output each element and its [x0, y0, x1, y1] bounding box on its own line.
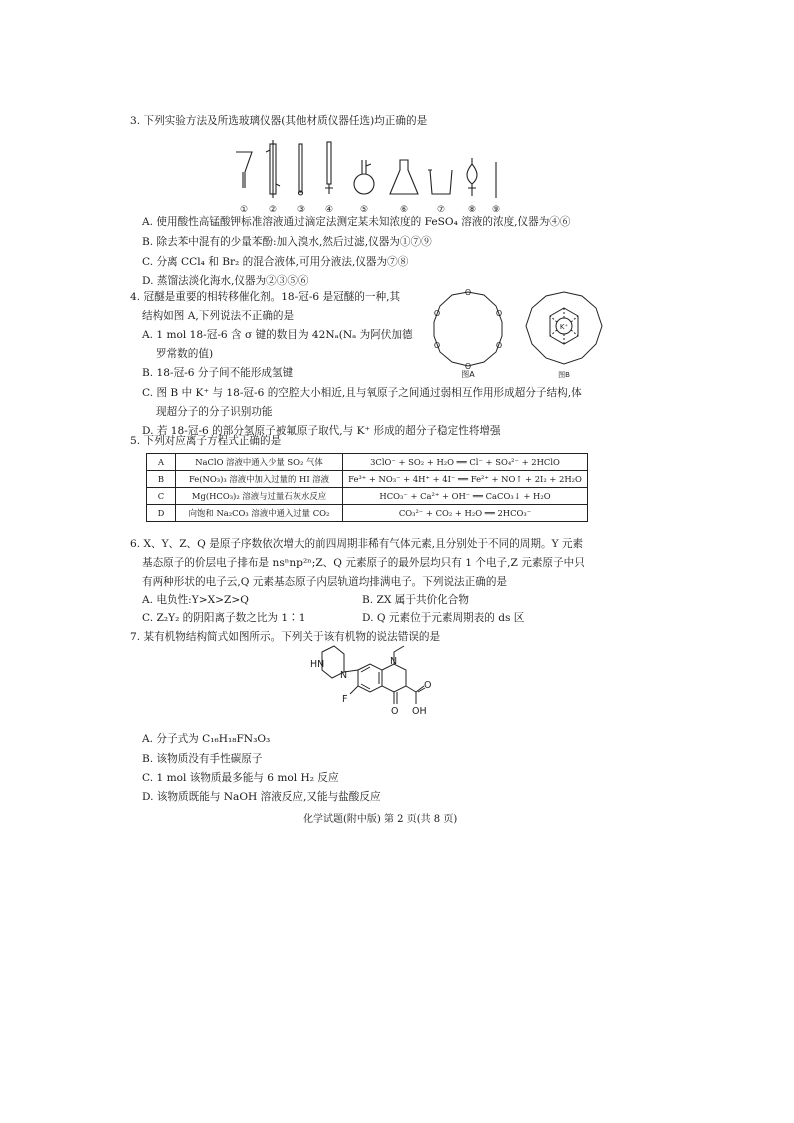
funnel-icon: [236, 152, 252, 188]
crown-ether-figure-a: [424, 286, 512, 378]
text-label: 3ClO⁻ + SO₂ + H₂O ══ Cl⁻ + SO₄²⁻ + 2HClO: [343, 454, 588, 471]
condenser-icon: [266, 140, 280, 198]
text-label: A: [147, 454, 176, 471]
table-row: [147, 454, 588, 471]
separatory-funnel-icon: [467, 158, 477, 196]
q4-option-c-line2: 现超分子的分子识别功能: [156, 406, 273, 418]
ion-equation-table: [146, 453, 588, 522]
text-label: 向饱和 Na₂CO₃ 溶液中通入过量 CO₂: [176, 505, 343, 522]
text-label: F: [342, 694, 348, 705]
text-label: O: [495, 341, 503, 350]
q4-option-c-line1: C. 图 B 中 K⁺ 与 18-冠-6 的空腔大小相近,且与氧原子之间通过弱相互作用形成超分子结构,体: [142, 387, 582, 399]
label-8: ⑧: [467, 205, 477, 215]
text-label: Fe(NO₃)₃ 溶液中加入过量的 HI 溶液: [176, 471, 343, 488]
q5-stem: 5. 下列对应离子方程式正确的是: [130, 435, 282, 447]
label-1: ①: [239, 205, 249, 215]
q7-option-d: D. 该物质既能与 NaOH 溶液反应,又能与盐酸反应: [142, 791, 381, 803]
conical-flask-icon: [390, 160, 418, 194]
q6-option-d: D. Q 元素位于元素周期表的 ds 区: [362, 612, 525, 624]
text-label: O: [495, 309, 503, 318]
q3-stem: 3. 下列实验方法及所选玻璃仪器(其他材质仪器任选)均正确的是: [130, 115, 428, 127]
table-row: [147, 488, 588, 505]
potassium-ion-label: K⁺: [559, 323, 569, 331]
q6-stem-line1: 6. X、Y、Z、Q 是原子序数依次增大的前四周期非稀有气体元素,且分别处于不同的周期。Y 元素: [130, 538, 584, 550]
text-label: O: [424, 680, 432, 691]
text-label: N: [340, 670, 348, 681]
q4-option-a-line2: 罗常数的值): [156, 348, 214, 360]
label-9: ⑨: [491, 205, 501, 215]
q4-stem-line1: 4. 冠醚是重要的相转移催化剂。18-冠-6 是冠醚的一种,其: [130, 291, 401, 303]
q7-option-b: B. 该物质没有手性碳原子: [142, 753, 263, 765]
label-3: ③: [296, 205, 306, 215]
text-label: O: [433, 309, 441, 318]
text-label: HN: [310, 659, 325, 670]
fig-a-caption: 图A: [461, 370, 475, 379]
label-5: ⑤: [359, 205, 369, 215]
table-row: [147, 505, 588, 522]
text-label: CO₃²⁻ + CO₂ + H₂O ══ 2HCO₃⁻: [343, 505, 588, 522]
text-label: OH: [412, 706, 427, 717]
text-label: O: [464, 288, 472, 297]
text-label: N: [390, 656, 398, 667]
q4-option-b: B. 18-冠-6 分子间不能形成氢键: [142, 367, 294, 379]
q6-stem-line3: 有两种形状的电子云,Q 元素基态原子内层轨道均排满电子。下列说法正确的是: [142, 576, 508, 588]
table-row: [147, 471, 588, 488]
q6-option-a: A. 电负性:Y>X>Z>Q: [142, 594, 249, 606]
text-label: C: [147, 488, 176, 505]
q6-option-c: C. Z₂Y₂ 的阴阳离子数之比为 1∶1: [142, 612, 306, 624]
thermometer-icon: [299, 144, 303, 195]
q7-option-c: C. 1 mol 该物质最多能与 6 mol H₂ 反应: [142, 772, 339, 784]
q4-stem-line2: 结构如图 A,下列说法不正确的是: [142, 310, 295, 322]
label-2: ②: [268, 205, 278, 215]
fig-b-caption: 图B: [558, 371, 570, 379]
q4-option-a-line1: A. 1 mol 18-冠-6 含 σ 键的数目为 42Nₐ(Nₐ 为阿伏加德: [142, 329, 413, 341]
text-label: HCO₃⁻ + Ca²⁺ + OH⁻ ══ CaCO₃↓ + H₂O: [343, 488, 588, 505]
q3-option-d: D. 蒸馏法淡化海水,仪器为②③⑤⑥: [142, 275, 309, 287]
q6-stem-line2: 基态原子的价层电子排布是 nsⁿnp²ⁿ;Z、Q 元素原子的最外层均只有 1 个电子,Z 元素原子中只: [142, 557, 585, 569]
text-label: Fe³⁺ + NO₃⁻ + 4H⁺ + 4I⁻ ══ Fe²⁺ + NO↑ + 2I₂ + 2H₂O: [343, 471, 588, 488]
text-label: D: [147, 505, 176, 522]
label-6: ⑥: [399, 205, 409, 215]
label-7: ⑦: [436, 205, 446, 215]
q3-option-a: A. 使用酸性高锰酸钾标准溶液通过滴定法测定某未知浓度的 FeSO₄ 溶液的浓度,仪器为④⑥: [142, 216, 571, 228]
text-label: B: [147, 471, 176, 488]
crown-ether-figure-b: [516, 286, 612, 378]
glassware-figure: [228, 138, 518, 218]
text-label: O: [464, 362, 472, 371]
page-footer: 化学试题(附中版) 第 2 页(共 8 页): [303, 814, 458, 825]
text-label: O: [391, 706, 399, 717]
text-label: Mg(HCO₃)₂ 溶液与过量石灰水反应: [176, 488, 343, 505]
round-flask-icon: [354, 160, 374, 194]
label-4: ④: [324, 205, 334, 215]
text-label: NaClO 溶液中通入少量 SO₂ 气体: [176, 454, 343, 471]
q7-option-a: A. 分子式为 C₁₆H₁₈FN₃O₃: [142, 733, 271, 745]
burette-icon: [325, 142, 333, 194]
q6-option-b: B. ZX 属于共价化合物: [362, 594, 469, 606]
beaker-icon: [428, 170, 452, 194]
q3-option-c: C. 分离 CCl₄ 和 Br₂ 的混合液体,可用分液法,仪器为⑦⑧: [142, 256, 409, 268]
q4-option-d: D. 若 18-冠-6 的部分氢原子被氟原子取代,与 K⁺ 形成的超分子稳定性将增强: [142, 425, 501, 437]
molecule-structure: [300, 642, 430, 734]
text-label: O: [433, 341, 441, 350]
q3-option-b: B. 除去苯中混有的少量苯酚:加入溴水,然后过滤,仪器为①⑦⑨: [142, 236, 432, 248]
q7-stem: 7. 某有机物结构简式如图所示。下列关于该有机物的说法错误的是: [130, 631, 441, 643]
